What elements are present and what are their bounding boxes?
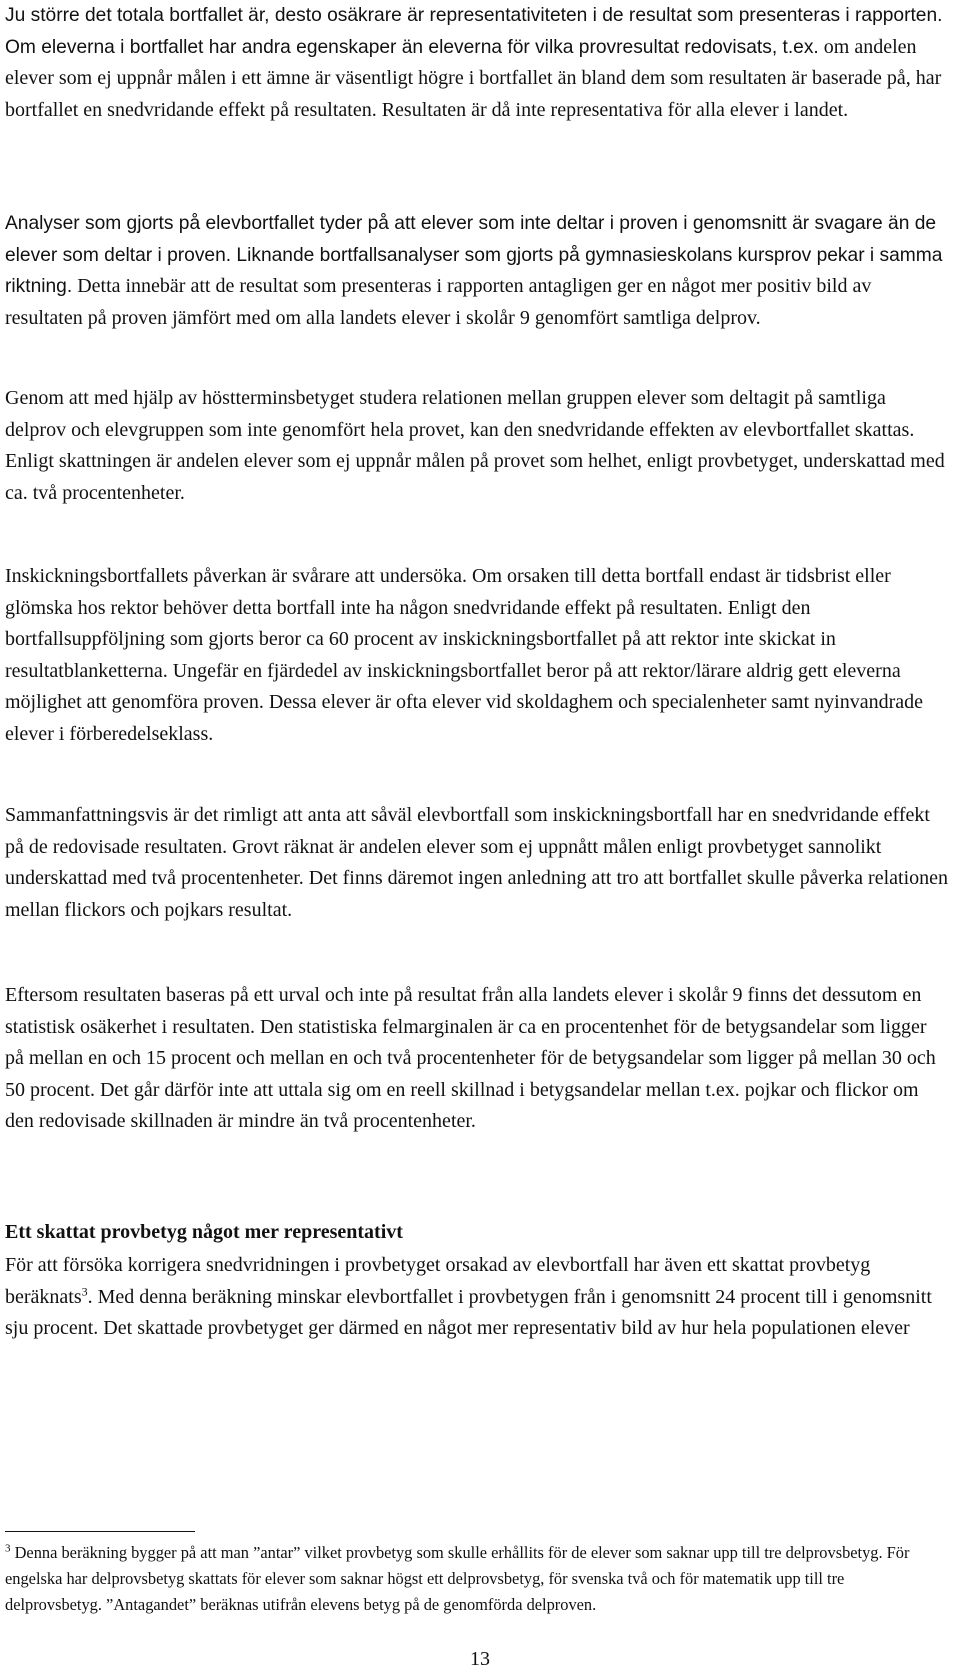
footnote-number: 3 xyxy=(5,1542,11,1555)
paragraph-serif-segment: Detta innebär att de resultat som presenteras i rapporten antagligen ger en något mer positiv bild av resultaten på proven jämfört med om alla landets elever i skolår 9 genomfört samtliga delprov. xyxy=(5,275,872,329)
paragraph-sans-segment: Ju större det totala bortfallet är, desto osäkrare är representativiteten i de resultat som presenteras i rapporten. Om eleverna i bortfallet har andra egenskaper än eleverna för vilka provresultat redovisats, t.ex. xyxy=(5,5,943,58)
footnote-text: Denna beräkning bygger på att man ”antar” vilket provbetyg som skulle erhållits för de elever som saknar upp till tre delprovsbetyg. För engelska har delprovsbetyg skattats för elever som saknar högst ett delprovsbetyg, för svenska två och för matematik upp till tre delprovsbetyg. ”Antagandet” beräknas utifrån elevens betyg på de genomförda delproven. xyxy=(5,1543,910,1614)
section-heading: Ett skattat provbetyg något mer representativt xyxy=(5,1221,403,1243)
paragraph-sammanfattning: Sammanfattningsvis är det rimligt att anta att såväl elevbortfall som inskickningsbortfall har en snedvridande effekt på de redovisade resultaten. Grovt räknat är andelen elever som ej uppnått målen enligt provbetyget sannolikt underskattad med två procentenheter. Det finns däremot ingen anledning att tro att bortfallet skulle påverka relationen mellan flickors och pojkars resultat. xyxy=(5,804,948,921)
paragraph-text-before-footnote-ref: För att försöka korrigera snedvridningen i provbetyget orsakad av elevbortfall har även ett skattat provbetyg beräknats xyxy=(5,1254,871,1308)
paragraph-bortfall-representativitet xyxy=(5,0,950,126)
paragraph-statistisk-osakerhet: Eftersom resultaten baseras på ett urval och inte på resultat från alla landets elever i skolår 9 finns det dessutom en statistisk osäkerhet i resultaten. Den statistiska felmarginalen är ca en procentenhet för de betygsandelar som ligger på mellan en och 15 procent och mellan en och två procentenheter för de betygsandelar som ligger på mellan 30 och 50 procent. Det går därför inte att uttala sig om en reell skillnad i betygsandelar mellan t.ex. pojkar och flickor om den redovisade skillnaden är mindre än två procentenheter. xyxy=(5,984,936,1132)
footnote xyxy=(5,1540,935,1618)
paragraph-serif-segment: om andelen elever som ej uppnår målen i ett ämne är väsentligt högre i bortfallet än bland dem som resultaten är baserade på, har bortfallet en snedvridande effekt på resultaten. Resultaten är då inte representativa för alla elever i landet. xyxy=(5,35,942,121)
paragraph-hostterminsbetyg: Genom att med hjälp av höstterminsbetyget studera relationen mellan gruppen elever som deltagit på samtliga delprov och elevgruppen som inte genomfört hela provet, kan den snedvridande effekten av elevbortfallet skattas. Enligt skattningen är andelen elever som ej uppnår målen på provet som helhet, enligt provbetyget, underskattad med ca. två procentenheter. xyxy=(5,387,945,504)
paragraph-text-after-footnote-ref: . Med denna beräkning minskar elevbortfallet i provbetygen från i genomsnitt 24 procent till i genomsnitt sju procent. Det skattade provbetyget ger därmed en något mer representativ bild av hur hela populationen elever xyxy=(5,1285,932,1339)
paragraph-elevbortfall-analys xyxy=(5,208,950,334)
paragraph-inskickningsbortfall: Inskickningsbortfallets påverkan är svårare att undersöka. Om orsaken till detta bortfall endast är tidsbrist eller glömska hos rektor behöver detta bortfall inte ha någon snedvridande effekt på resultaten. Enligt den bortfallsuppföljning som gjorts beror ca 60 procent av inskickningsbortfallet på att rektor inte skickat in resultatblanketterna. Ungefär en fjärdedel av inskickningsbortfallet beror på att rektor/lärare aldrig gett eleverna möjlighet att genomföra proven. Dessa elever är ofta elever vid skoldaghem och specialenheter samt nyinvandrade elever i förberedelseklass. xyxy=(5,565,923,745)
paragraph-sans-segment: Analyser som gjorts på elevbortfallet tyder på att elever som inte deltar i proven i genomsnitt är svagare än de elever som deltar i proven. Liknande bortfallsanalyser som gjorts på gymnasieskolans kursprov pekar i samma riktning. xyxy=(5,213,943,297)
footnote-separator xyxy=(5,1531,195,1532)
page-number: 13 xyxy=(470,1648,490,1670)
paragraph-skattat-provbetyg xyxy=(5,1250,950,1345)
footnote-reference: 3 xyxy=(81,1283,88,1298)
